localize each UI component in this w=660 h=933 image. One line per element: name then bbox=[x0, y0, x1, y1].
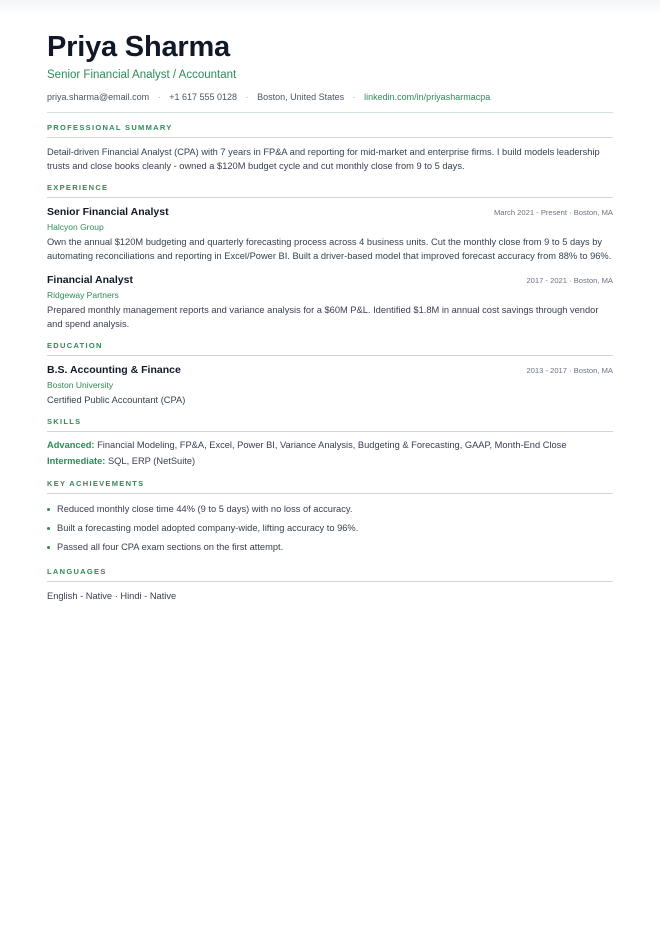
contact-email[interactable]: priya.sharma@email.com bbox=[47, 92, 150, 102]
contact-separator: · bbox=[157, 92, 161, 102]
entry-header bbox=[47, 363, 613, 377]
job-meta: March 2021 - Present · Boston, MA bbox=[493, 208, 613, 217]
section-title: EXPERIENCE bbox=[47, 183, 613, 198]
skills-intermediate-values: SQL, ERP (NetSuite) bbox=[107, 456, 196, 466]
job-meta: 2017 - 2021 · Boston, MA bbox=[526, 276, 613, 285]
contact-line bbox=[47, 91, 613, 103]
contact-separator: · bbox=[245, 92, 249, 102]
degree-title: B.S. Accounting & Finance bbox=[47, 364, 181, 376]
experience-section bbox=[47, 183, 613, 331]
bullet-dot-icon bbox=[47, 546, 50, 549]
job-company: Halcyon Group bbox=[47, 222, 104, 232]
section-title: KEY ACHIEVEMENTS bbox=[47, 479, 613, 494]
skills-advanced-values: Financial Modeling, FP&A, Excel, Power BI, Variance Analysis, Budgeting & Forecasting, GAAP, Month-End Close bbox=[97, 440, 567, 450]
summary-text: Detail-driven Financial Analyst (CPA) with 7 years in FP&A and reporting for mid-market and enterprise firms. I build models leadership trusts and close books cleanly - owned a $120M budget cycle and cut monthly close from 9 to 5 days. bbox=[47, 147, 600, 171]
education-section bbox=[47, 341, 613, 407]
skills-intermediate-row bbox=[47, 453, 613, 469]
list-item bbox=[47, 500, 613, 519]
job-title: Senior Financial Analyst bbox=[47, 206, 169, 218]
degree-meta: 2013 - 2017 · Boston, MA bbox=[526, 366, 613, 375]
skills-intermediate-label: Intermediate: bbox=[47, 456, 106, 466]
job-title: Financial Analyst bbox=[47, 274, 133, 286]
job-description: Own the annual $120M budgeting and quarterly forecasting process across 4 business units. Cut the monthly close from 9 to 5 days by automating reconciliations and reporting in Excel/Power BI. Built a driver-based model that improved forecast accuracy from 88% to 96%. bbox=[47, 237, 612, 261]
experience-entry bbox=[47, 205, 613, 263]
achievement-text: Built a forecasting model adopted company-wide, lifting accuracy to 96%. bbox=[57, 523, 359, 533]
candidate-name: Priya Sharma bbox=[47, 31, 230, 63]
section-title: SKILLS bbox=[47, 417, 613, 432]
page-top-shade bbox=[0, 0, 660, 14]
summary-section bbox=[47, 123, 613, 173]
experience-entry bbox=[47, 273, 613, 331]
school-name: Boston University bbox=[47, 380, 114, 390]
entry-header bbox=[47, 205, 613, 219]
header-divider bbox=[47, 112, 613, 113]
languages-section bbox=[47, 567, 613, 603]
entry-header bbox=[47, 273, 613, 287]
achievement-text: Passed all four CPA exam sections on the first attempt. bbox=[57, 542, 284, 552]
achievements-list bbox=[47, 500, 613, 557]
section-title: PROFESSIONAL SUMMARY bbox=[47, 123, 613, 138]
contact-phone[interactable]: +1 617 555 0128 bbox=[169, 92, 238, 102]
skills-list bbox=[47, 437, 613, 469]
skills-advanced-row bbox=[47, 437, 613, 453]
job-company: Ridgeway Partners bbox=[47, 290, 119, 300]
job-description: Prepared monthly management reports and variance analysis for a $60M P&L. Identified $1.8M in annual cost savings through vendor and spend analysis. bbox=[47, 305, 599, 329]
contact-linkedin-link[interactable]: linkedin.com/in/priyasharmacpa bbox=[364, 92, 491, 102]
section-title: EDUCATION bbox=[47, 341, 613, 356]
languages-text: English - Native · Hindi - Native bbox=[47, 591, 177, 601]
list-item bbox=[47, 538, 613, 557]
certification: Certified Public Accountant (CPA) bbox=[47, 395, 186, 405]
resume-content bbox=[47, 30, 613, 603]
bullet-dot-icon bbox=[47, 508, 50, 511]
education-entry bbox=[47, 363, 613, 407]
achievements-section bbox=[47, 479, 613, 557]
list-item bbox=[47, 519, 613, 538]
achievement-text: Reduced monthly close time 44% (9 to 5 days) with no loss of accuracy. bbox=[57, 504, 353, 514]
contact-location: Boston, United States bbox=[257, 92, 345, 102]
section-title: LANGUAGES bbox=[47, 567, 613, 582]
bullet-dot-icon bbox=[47, 527, 50, 530]
contact-separator: · bbox=[352, 92, 356, 102]
skills-advanced-label: Advanced: bbox=[47, 440, 95, 450]
candidate-role: Senior Financial Analyst / Accountant bbox=[47, 69, 237, 81]
skills-section bbox=[47, 417, 613, 469]
